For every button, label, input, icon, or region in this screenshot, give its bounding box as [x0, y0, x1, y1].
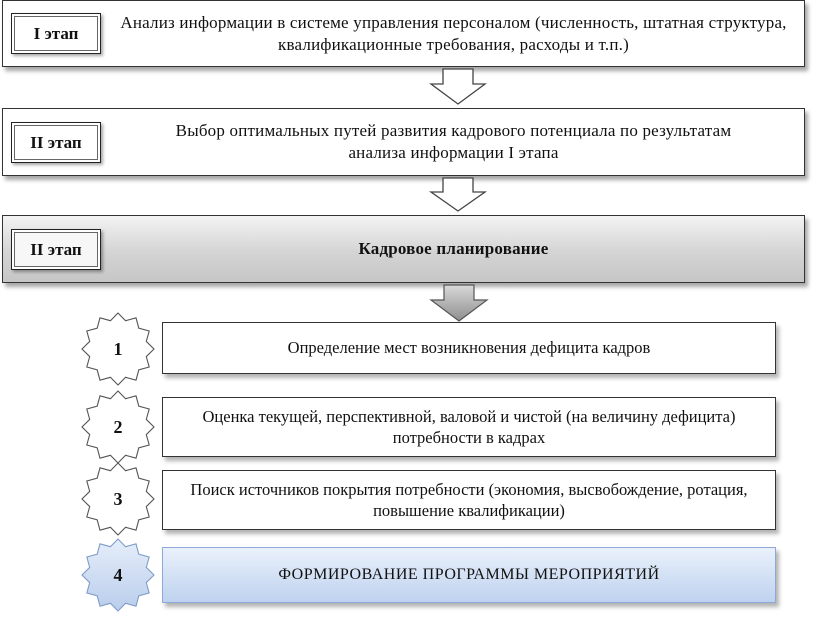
step-1-box: Определение мест возникновения дефицита кадров [162, 322, 776, 374]
step-2-box: Оценка текущей, перспективной, валовой и чистой (на величину дефицита) потребности в кадрах [162, 397, 776, 457]
step-3-number: 3 [113, 488, 123, 509]
step-2-number: 2 [113, 416, 123, 437]
step-1-number: 1 [113, 338, 123, 359]
stage-2-box [2, 108, 805, 176]
stage-1-box [2, 0, 805, 67]
stage-2-text: Выбор оптимальных путей развития кадрового потенциала по результатам анализа информации I этапа [175, 121, 732, 162]
stage-2-label: II этап [11, 122, 101, 163]
stage-1-label: I этап [11, 13, 101, 54]
stage-3-box [2, 215, 805, 283]
down-arrow-icon [428, 67, 488, 107]
stage-3-label: II этап [11, 229, 101, 270]
down-arrow-icon [428, 176, 488, 214]
stage-1-text: Анализ информации в системе управления персоналом (численность, штатная структура, квалификационные требования, расходы и т.п.) [120, 12, 787, 54]
step-4-box: ФОРМИРОВАНИЕ ПРОГРАММЫ МЕРОПРИЯТИЙ [162, 547, 776, 603]
step-3-box: Поиск источников покрытия потребности (экономия, высвобождение, ротация, повышение квалификации) [162, 470, 776, 530]
down-arrow-icon [428, 283, 490, 323]
stage-3-text: Кадровое планирование [358, 239, 549, 259]
step-4-number: 4 [113, 564, 123, 585]
